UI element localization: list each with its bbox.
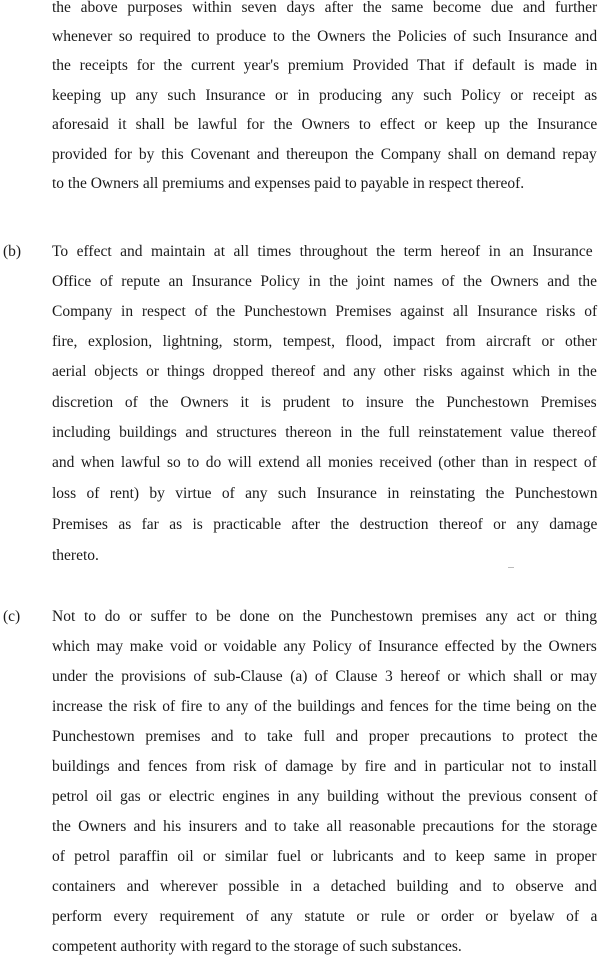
text-line: perform every requirement of any statute or rule or order or byelaw of a: [52, 908, 598, 925]
text-line: loss of rent) by virtue of any such Insurance in reinstating the Punchestown: [52, 485, 598, 502]
text-line: increase the risk of fire to any of the buildings and fences for the time being on the: [52, 698, 597, 715]
text-line: Company in respect of the Punchestown Premises against all Insurance risks of: [52, 303, 598, 320]
text-line: Premises as far as is practicable after the destruction thereof or any damage: [52, 516, 598, 533]
text-line: Not to do or suffer to be done on the Punchestown premises any act or thing: [52, 608, 597, 625]
text-line: petrol oil gas or electric engines in any building without the previous consent of: [52, 788, 598, 805]
text-line: containers and wherever possible in a detached building and to observe and: [52, 878, 597, 895]
text-line: buildings and fences from risk of damage by fire and in particular not to install: [52, 758, 597, 775]
text-line: whenever so required to produce to the Owners the Policies of such Insurance and: [52, 28, 598, 45]
text-line: to the Owners all premiums and expenses paid to payable in respect thereof.: [52, 175, 525, 192]
text-line: and when lawful so to do will extend all monies received (other than in respect of: [52, 454, 597, 471]
text-line: Punchestown premises and to take full and proper precautions to protect the: [52, 728, 598, 745]
text-line: To effect and maintain at all times throughout the term hereof in an Insurance: [52, 243, 593, 260]
text-line: of petrol paraffin oil or similar fuel or lubricants and to keep same in proper: [52, 848, 597, 865]
text-line: the receipts for the current year's premium Provided That if default is made in: [52, 57, 598, 74]
text-line: including buildings and structures thereon in the full reinstatement value thereof: [52, 424, 597, 441]
text-line: discretion of the Owners it is prudent to insure the Punchestown Premises: [52, 394, 597, 411]
text-line: thereto.: [52, 547, 99, 564]
text-line: which may make void or voidable any Policy of Insurance effected by the Owners: [52, 638, 597, 655]
text-line: provided for by this Covenant and thereupon the Company shall on demand repay: [52, 146, 597, 163]
text-line: keeping up any such Insurance or in producing any such Policy or receipt as: [52, 87, 598, 104]
text-line: Office of repute an Insurance Policy in the joint names of the Owners and the: [52, 273, 598, 290]
text-line: under the provisions of sub-Clause (a) of Clause 3 hereof or which shall or may: [52, 668, 598, 685]
text-line: fire, explosion, lightning, storm, tempest, flood, impact from aircraft or other: [52, 333, 597, 350]
text-line: competent authority with regard to the storage of such substances.: [52, 938, 462, 955]
text-line: the above purposes within seven days after the same become due and further: [52, 0, 598, 16]
text-line: the Owners and his insurers and to take all reasonable precautions for the storage: [52, 818, 598, 835]
text-line: aerial objects or things dropped thereof and any other risks against which in the: [52, 363, 597, 380]
clause-label: (b): [3, 243, 22, 260]
text-line: aforesaid it shall be lawful for the Owners to effect or keep up the Insurance: [52, 116, 598, 133]
clause-label: (c): [3, 608, 21, 625]
scan-speck: [508, 567, 514, 568]
